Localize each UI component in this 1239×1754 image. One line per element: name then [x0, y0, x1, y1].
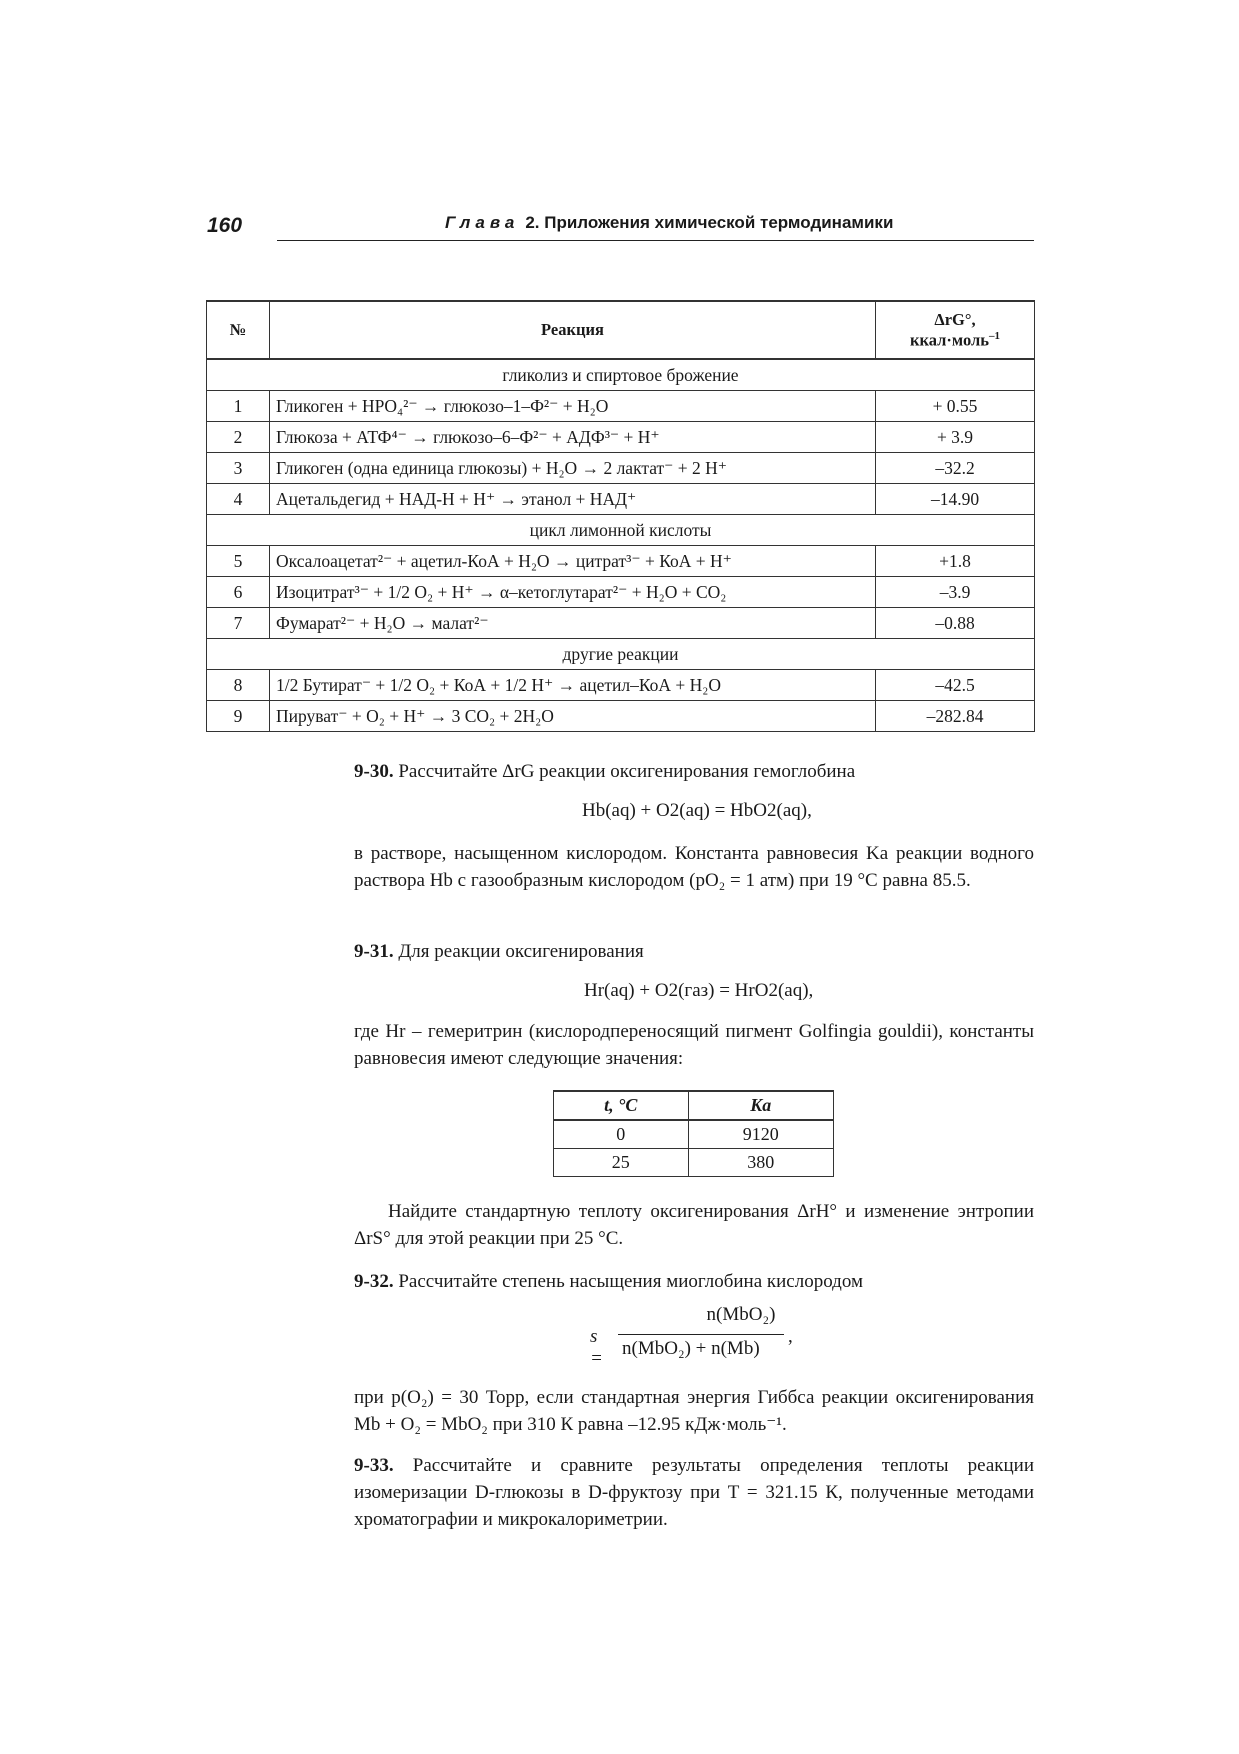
row-value: + 3.9	[876, 422, 1035, 453]
row-value: –14.90	[876, 484, 1035, 515]
table-row	[207, 484, 1035, 515]
col-value-header	[876, 301, 1035, 359]
header-rule	[277, 240, 1034, 241]
row-reaction: Гликоген (одна единица глюкозы) + H₂O → 2 лактат⁻ + 2 H⁺	[270, 453, 876, 484]
problem-label: 9-32.	[354, 1271, 394, 1292]
col-reaction-header: Реакция	[270, 301, 876, 359]
problem-text: Рассчитайте и сравните результаты определения теплоты реакции изомеризации D-глюкозы в D-фруктозу при T = 321.15 К, полученные методами хроматографии и микрокалориметрии.	[354, 1455, 1035, 1530]
reactions-table	[206, 300, 1035, 732]
table-row	[207, 577, 1035, 608]
running-head	[445, 213, 893, 233]
cell-k: 9120	[688, 1120, 833, 1149]
col-value-line2: ккал·моль$^{-1}$	[910, 329, 1000, 350]
problem-9-31-body: где Hr – гемеритрин (кислородпереносящий пигмент Golfingia gouldii), константы равновесия имеют следующие значения:	[354, 1021, 1034, 1069]
chapter-title: 2. Приложения химической термодинамики	[525, 213, 894, 232]
row-value: –3.9	[876, 577, 1035, 608]
problem-9-31-after: Найдите стандартную теплоту оксигенирования ΔrH° и изменение энтропии ΔrS° для этой реакции при 25 °С.	[354, 1201, 1034, 1249]
col-num-header: №	[207, 301, 270, 359]
row-num: 1	[207, 391, 270, 422]
row-reaction: Ацетальдегид + НАД-H + H⁺ → этанол + НАД⁺	[270, 484, 876, 515]
row-reaction: Глюкоза + АТФ⁴⁻ → глюкозо–6–Ф²⁻ + АДФ³⁻ + H⁺	[270, 422, 876, 453]
table-row	[207, 608, 1035, 639]
row-value: –0.88	[876, 608, 1035, 639]
group-row	[207, 639, 1035, 670]
group-title: цикл лимонной кислоты	[207, 515, 1035, 546]
problem-9-33	[354, 1452, 1034, 1533]
row-num: 2	[207, 422, 270, 453]
table-row	[207, 422, 1035, 453]
row-reaction: Изоцитрат³⁻ + 1/2 O₂ + H⁺ → α–кетоглутарат²⁻ + H₂O + CO₂	[270, 577, 876, 608]
problem-label: 9-33.	[354, 1455, 394, 1476]
group-title: другие реакции	[207, 639, 1035, 670]
row-num: 6	[207, 577, 270, 608]
cell-t: 0	[554, 1120, 689, 1149]
row-value: + 0.55	[876, 391, 1035, 422]
row-reaction: Фумарат²⁻ + H₂O → малат²⁻	[270, 608, 876, 639]
problem-9-31-intro	[354, 938, 1034, 965]
row-num: 3	[207, 453, 270, 484]
cell-t: 25	[554, 1149, 689, 1177]
formula-denominator: n(MbO₂) + n(Mb)	[622, 1338, 760, 1359]
cell-k: 380	[688, 1149, 833, 1177]
formula-comma: ,	[788, 1326, 793, 1347]
problem-text: Рассчитайте степень насыщения миоглобина кислородом	[398, 1271, 863, 1292]
problem-9-32-intro	[354, 1268, 1034, 1295]
problem-9-32-body: при p(O₂) = 30 Торр, если стандартная энергия Гиббса реакции оксигенирования Mb + O₂ = MbO₂ при 310 К равна –12.95 кДж·моль⁻¹.	[354, 1387, 1034, 1435]
fraction-bar	[618, 1334, 784, 1335]
formula-lhs: s =	[590, 1326, 603, 1369]
problem-label: 9-30.	[354, 761, 394, 782]
row-reaction: 1/2 Бутират⁻ + 1/2 O₂ + КоА + 1/2 H⁺ → ацетил–КоА + H₂O	[270, 670, 876, 701]
row-num: 7	[207, 608, 270, 639]
row-num: 9	[207, 701, 270, 732]
col-k-header: Ka	[688, 1091, 833, 1120]
row-value: –32.2	[876, 453, 1035, 484]
row-value: –282.84	[876, 701, 1035, 732]
row-reaction: Гликоген + HPO₄²⁻ → глюкозо–1–Ф²⁻ + H₂O	[270, 391, 876, 422]
table-row	[207, 670, 1035, 701]
group-row	[207, 515, 1035, 546]
equilibrium-constants-table	[553, 1090, 834, 1177]
group-title: гликолиз и спиртовое брожение	[207, 359, 1035, 391]
row-reaction: Оксалоацетат²⁻ + ацетил-КоА + H₂O → цитрат³⁻ + КоА + H⁺	[270, 546, 876, 577]
row-num: 8	[207, 670, 270, 701]
col-t-header: t, °C	[554, 1091, 689, 1120]
table-row	[554, 1120, 834, 1149]
problem-text: Для реакции оксигенирования	[398, 941, 644, 962]
problem-label: 9-31.	[354, 941, 394, 962]
table-row	[207, 391, 1035, 422]
formula-numerator: n(MbO₂)	[706, 1304, 776, 1325]
table-row	[207, 546, 1035, 577]
table-row	[554, 1149, 834, 1177]
problem-9-30-body: в растворе, насыщенном кислородом. Константа равновесия Ka реакции водного раствора Hb с газообразным кислородом (pO₂ = 1 атм) при 19 °С равна 85.5.	[354, 843, 1034, 891]
col-value-line1: ΔrG°,	[934, 309, 976, 329]
row-num: 5	[207, 546, 270, 577]
table-row	[207, 701, 1035, 732]
row-value: +1.8	[876, 546, 1035, 577]
page-number: 160	[207, 214, 243, 237]
group-row	[207, 359, 1035, 391]
row-value: –42.5	[876, 670, 1035, 701]
chapter-word: Глава	[445, 213, 520, 232]
equation-9-30: Hb(aq) + O2(aq) = HbO2(aq),	[582, 800, 812, 821]
row-num: 4	[207, 484, 270, 515]
problem-text: Рассчитайте ΔrG реакции оксигенирования гемоглобина	[398, 761, 856, 782]
equation-9-31: Hr(aq) + O2(газ) = HrO2(aq),	[584, 980, 814, 1001]
problem-9-30-intro	[354, 758, 1034, 785]
row-reaction: Пируват⁻ + O₂ + H⁺ → 3 CO₂ + 2H₂O	[270, 701, 876, 732]
table-row	[207, 453, 1035, 484]
